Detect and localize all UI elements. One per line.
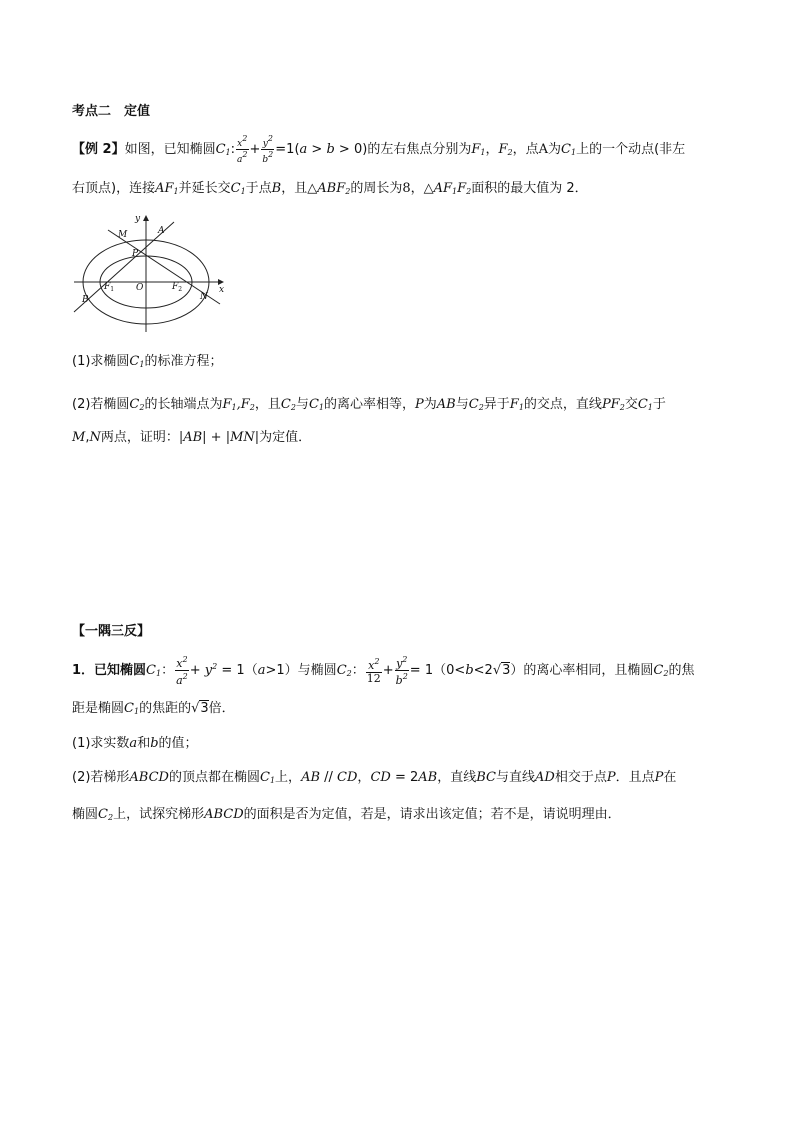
text: (2)若梯形 [72,770,130,785]
example-2-questions [72,352,734,448]
text: 于 [652,397,666,412]
text: （ [433,663,447,678]
text: 的长轴端点为 [144,397,223,412]
fraction: $\frac{y^2}{b^2}$ [395,655,408,687]
text: 1．已知椭圆 [72,663,147,678]
text: 于点 [245,181,272,196]
number: 1 [286,142,295,157]
label-x: x [219,285,225,295]
text: 并延长交 [178,181,231,196]
text: 的面积是否为定值，若是，请求出该定值；若不是，请说明理由． [243,807,621,822]
text: ，且 [254,397,281,412]
text: 在 [663,770,677,785]
text: 和 [137,736,151,751]
text: ，点 [512,142,539,157]
text: 如图，已知椭圆 [124,142,216,157]
text: 上，试探究梯形 [113,807,205,822]
label-b: B [82,295,89,305]
question-1: (1)求椭圆$C_1$的标准方程； [72,354,223,369]
text: 的焦距的 [139,701,192,716]
number: 2 [484,663,493,678]
number: 1 [236,663,245,678]
label-p: P [132,249,139,259]
text: ．且点 [615,770,655,785]
example-2 [72,134,734,202]
y-arrow [143,215,149,221]
practice-problem-1 [72,654,734,828]
text: 的离心率相等， [323,397,415,412]
label-f1: $F_1$ [104,282,115,293]
label-n: N [200,292,208,302]
text: 异于 [483,397,510,412]
text: ， [357,770,371,785]
practice-title: 【一隅三反】 [72,624,151,639]
text: 的交点，直线 [523,397,602,412]
example-tag: 【例 2】 [72,142,125,157]
text: 与 [295,397,309,412]
text: 椭圆 [72,807,99,822]
question-2-line-2: M,N两点，证明：|AB| + |MN|为定值． [72,430,312,445]
text: 倍． [208,701,235,716]
text: 的值； [158,736,198,751]
text: 面积的最大值为 2． [471,181,588,196]
label-f2: $F_2$ [172,282,183,293]
practice-question-2-line-1: (2)若梯形ABCD的顶点都在椭圆$C_1$上，AB // CD，CD = 2AB，直线BC与直线AD相交于点P．且点P在 [72,770,677,785]
text: 距是椭圆 [72,701,125,716]
text: 的左右焦点分别为 [367,142,472,157]
fraction: $\frac{x^2}{a^2}$ [176,655,188,687]
example-2-line-1: 【例 2】如图，已知椭圆$C_1$: $\frac{x^2}{a^2}$ + $\frac{y^2}{b^2}$ =1(a > b > 0)的左右焦点分别为$F_1$，$F_2$，点A为$C_1$上的一个动点(非左 [72,134,686,165]
text: 右顶点)，连接 [72,181,156,196]
number: 0 [446,663,455,678]
text: 的顶点都在椭圆 [168,770,260,785]
practice-question-2-line-2: 椭圆$C_2$上，试探究梯形ABCD的面积是否为定值，若是，请求出该定值；若不是，请说明理由． [72,807,621,822]
number: 3 [200,701,209,716]
practice-line-2: 距是椭圆$C_1$的焦距的√3倍． [72,701,235,716]
text: 与 [455,397,469,412]
practice-line-1: 1．已知椭圆$C_1$： $\frac{x^2}{a^2}$ + $y^2 = 1(a>1)$与椭圆$C_2$： $\frac{x^2}{12}$ + $\frac{y^2}{b^2}$ = 1（0<b<2√3）的离心率相同，且椭圆$C_2$的焦 [72,655,695,687]
text: ，直线 [437,770,477,785]
text: 与直线 [495,770,535,785]
ellipse-figure [70,212,230,336]
math: $C_1$ [215,142,231,157]
text: 为定值． [259,430,312,445]
example-2-line-2: 右顶点)，连接$AF_1$并延长交$C_1$于点B，且$\triangle ABF_2$的周长为8，$\triangle AF_1F_2$面积的最大值为 2． [72,181,588,196]
label-o: O [136,283,144,293]
text: ）与椭圆 [284,663,337,678]
label-a: A [158,226,165,236]
text: 的标准方程； [144,354,223,369]
number: 8 [402,181,411,196]
fraction: $\frac{x^2}{a^2}$ [237,134,248,165]
fraction: $\frac{y^2}{b^2}$ [262,134,274,165]
text: 上， [275,770,302,785]
label-y: y [135,214,141,224]
practice-question-1: (1)求实数a和b的值； [72,736,198,751]
text: ，且 [281,181,308,196]
text: (1)求实数 [72,736,130,751]
section-title: 考点二 定值 [72,104,151,119]
number: 1 [424,663,434,678]
text: 为 [423,397,437,412]
text: (1)求椭圆 [72,354,130,369]
text: 上的一个动点(非左 [576,142,686,157]
fraction: $\frac{x^2}{12}$ [366,657,381,685]
text: ）的离心率相同，且椭圆 [510,663,654,678]
text: 交 [624,397,638,412]
text: 为 [548,142,562,157]
text: 的周长为 [350,181,403,196]
label-m: M [118,230,128,240]
number: 0 [353,142,363,157]
text: 相交于点 [554,770,607,785]
text: (2)若椭圆 [72,397,130,412]
number: 1 [276,663,285,678]
text: 两点，证明： [100,430,179,445]
number: 3 [502,663,511,678]
text: （ [244,663,258,678]
question-2-line-1: (2)若椭圆$C_2$的长轴端点为$F_1,F_2$，且$C_2$与$C_1$的离心率相等，P为AB与$C_2$异于$F_1$的交点，直线$PF_2$交$C_1$于 [72,397,666,412]
number: 2 [409,770,419,785]
text: 的焦 [668,663,695,678]
